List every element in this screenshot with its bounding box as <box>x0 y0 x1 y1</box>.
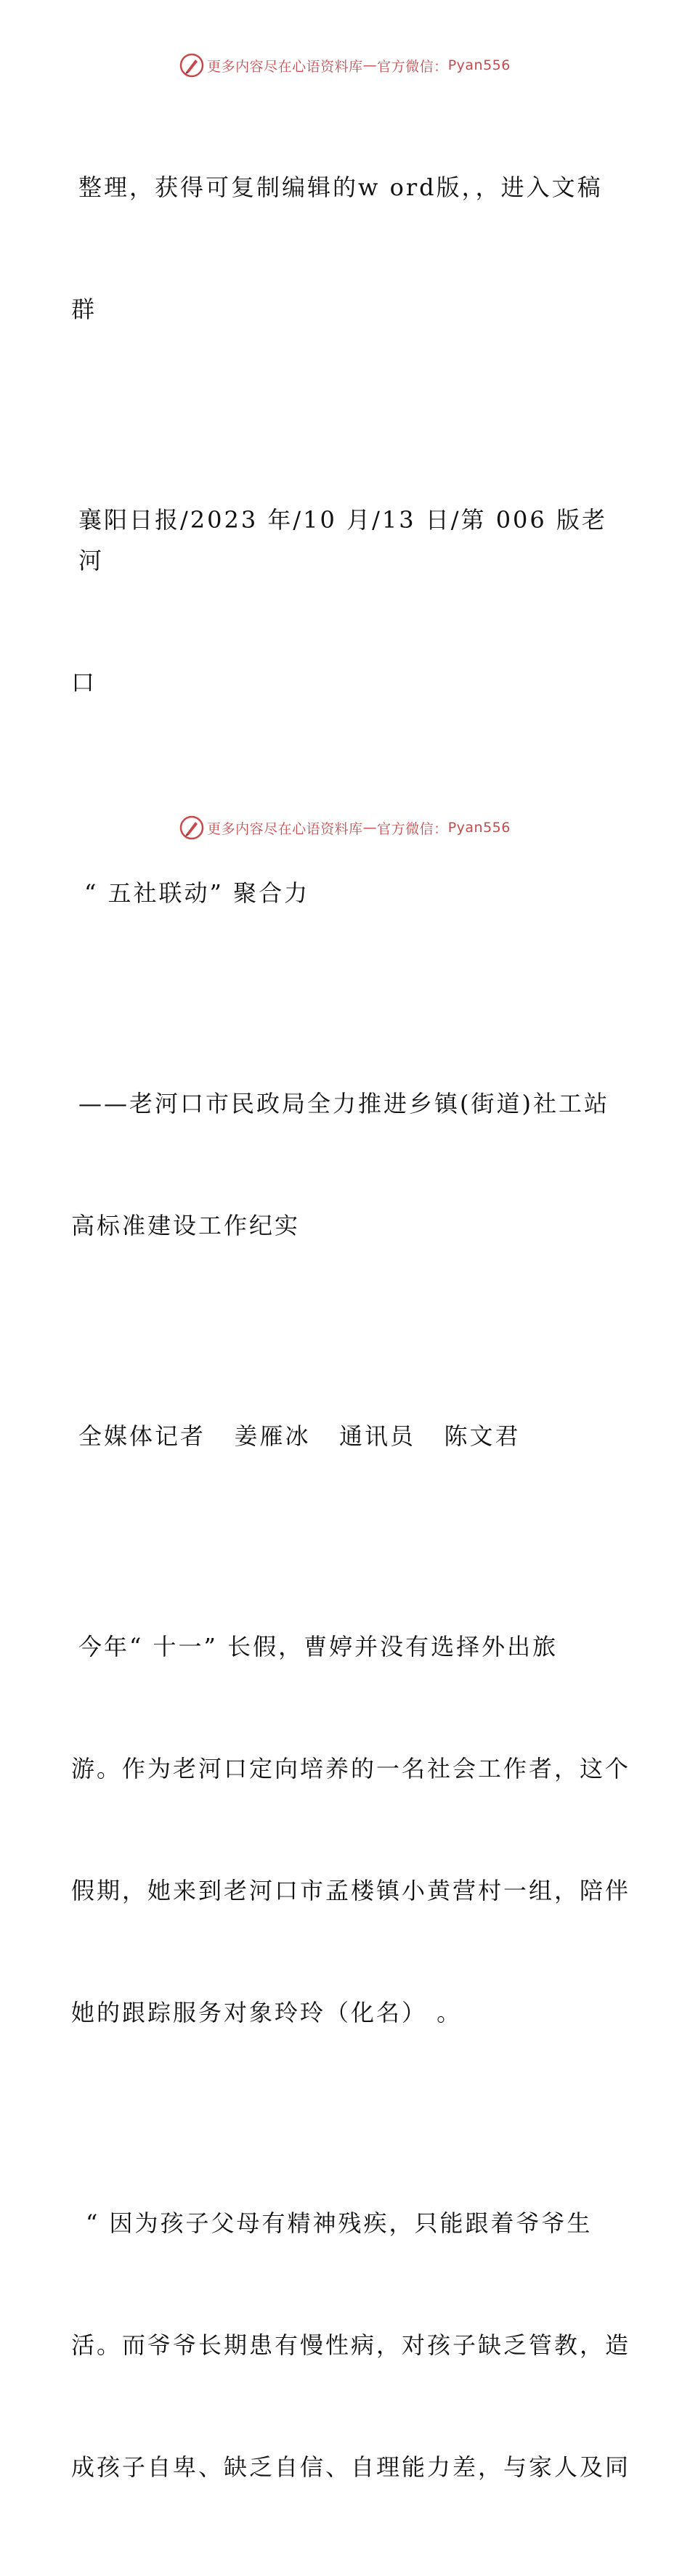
footer-watermark <box>0 813 690 842</box>
text-line: 口 <box>71 669 97 696</box>
text-line: 全媒体记者 姜雁冰 通讯员 陈文君 <box>78 1422 521 1450</box>
paragraph-body <box>71 1545 630 2114</box>
text-line: 假期，她来到老河口市孟楼镇小黄营村一组，陪伴 <box>71 1877 631 1904</box>
quill-pen-logo-icon <box>179 815 204 840</box>
watermark-wechat-label: 官方微信： <box>377 820 448 837</box>
paragraph-note <box>71 86 630 411</box>
article-subtitle <box>71 1002 630 1327</box>
watermark-wechat-id: Pyan556 <box>447 820 511 836</box>
text-line: 群 <box>71 295 97 323</box>
text-line: ——老河口市民政局全力推进乡镇(街道)社工站 <box>78 1090 609 1117</box>
text-line: 今年“ 十一” 长假，曹婷并没有选择外出旅 <box>78 1633 559 1660</box>
text-line: 成孩子自卑、缺乏自信、自理能力差，与家人及同 <box>71 2453 631 2481</box>
text-line: “ 因为孩子父母有精神残疾，只能跟着爷爷生 <box>86 2209 593 2237</box>
header-watermark <box>0 51 690 80</box>
text-line: 她的跟踪服务对象玲玲（化名） 。 <box>71 1999 463 2026</box>
paragraph-source <box>71 418 630 784</box>
text-line: 游。作为老河口定向培养的一名社会工作者，这个 <box>71 1755 631 1782</box>
watermark-separator: — <box>362 57 378 73</box>
watermark-text: 更多内容尽在心语资料库 <box>207 820 363 837</box>
paragraph-body <box>71 2121 630 2569</box>
watermark-text: 更多内容尽在心语资料库 <box>207 58 363 75</box>
text-line: 整理，获得可复制编辑的w ord版，，进入文稿 <box>78 174 603 201</box>
text-line: 襄阳日报/2023 年/10 月/13 日/第 006 版老河 <box>78 506 607 574</box>
document-body <box>71 86 630 2576</box>
watermark-wechat-label: 官方微信： <box>377 58 448 75</box>
text-line: “ 五社联动” 聚合力 <box>84 879 310 907</box>
watermark-wechat-id: Pyan556 <box>447 57 511 73</box>
text-line: 高标准建设工作纪实 <box>71 1212 301 1239</box>
quill-pen-logo-icon <box>179 53 204 78</box>
text-line: 活。而爷爷长期患有慢性病，对孩子缺乏管教，造 <box>71 2331 631 2359</box>
byline <box>71 1334 630 1538</box>
watermark-separator: — <box>362 820 378 836</box>
